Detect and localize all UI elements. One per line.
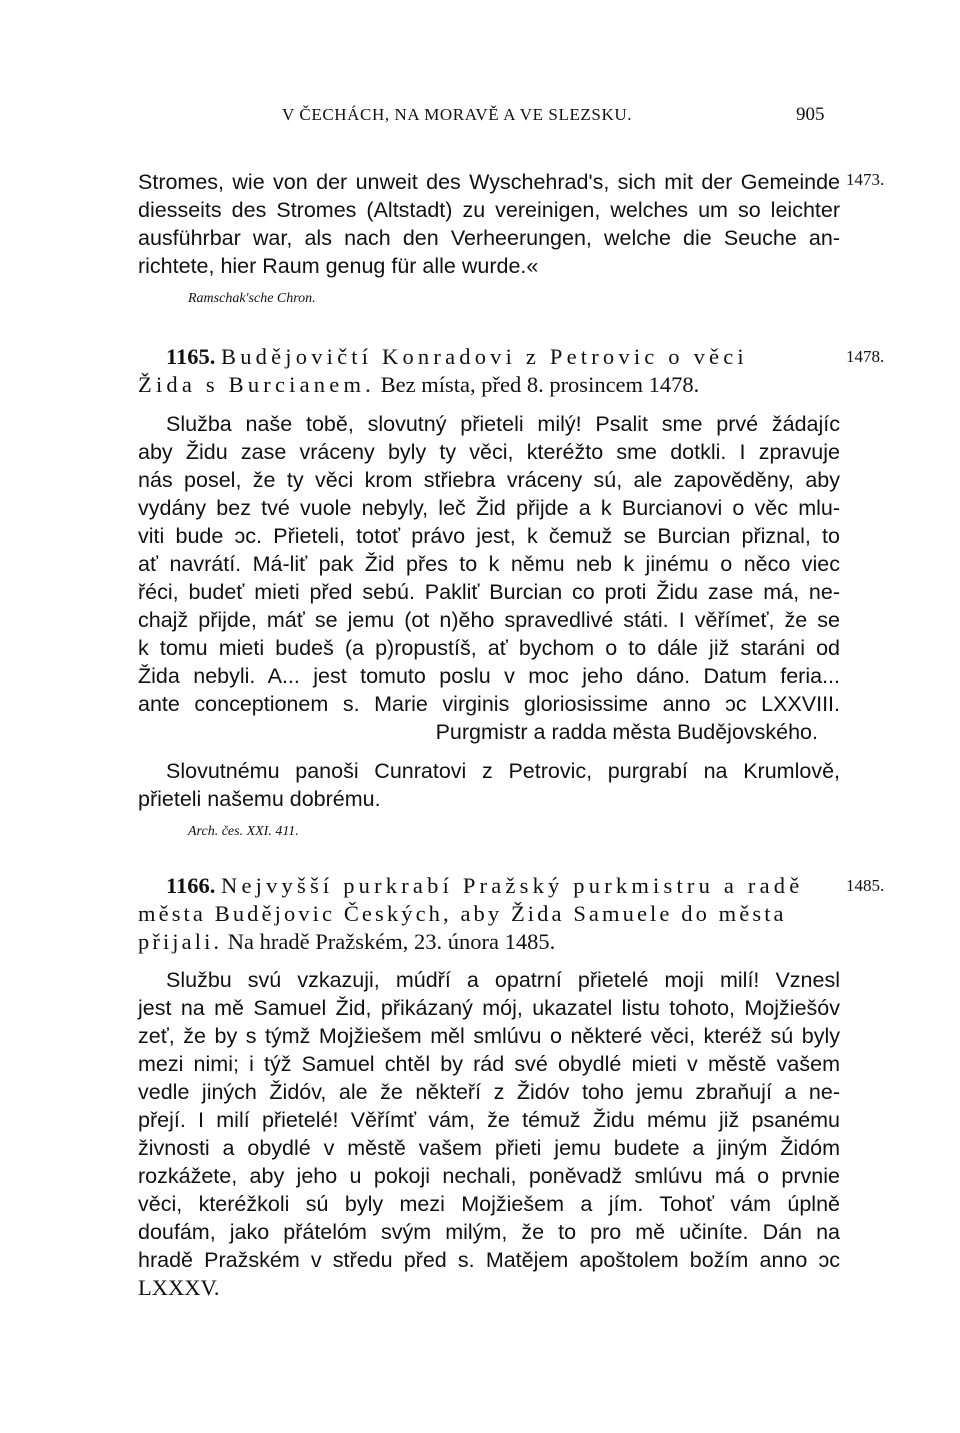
entry-number: 1166. — [166, 873, 216, 898]
signature: Purgmistr a radda města Budějovského. — [435, 720, 818, 744]
body-line: jest na mě Samuel Žid, přikázaný mój, ukazatel listu tohoto, Mojžiešóv — [138, 996, 840, 1020]
body-line: Služba naše tobě, slovutný přieteli milý! Psalit sme prvé žádajíc — [166, 412, 840, 436]
body-line: diesseits des Stromes (Altstadt) zu vereinigen, welches um so leichter — [138, 198, 840, 222]
body-line: aby Židu zase vráceny byly ty věci, kteréžto sme dotkli. I zpravuje — [138, 440, 840, 464]
body-line: Službu svú vzkazuji, múdří a opatrní přietelé moji milí! Vznesl — [166, 968, 840, 992]
entry-heading — [166, 872, 840, 900]
address-line: přieteli našemu dobrému. — [138, 787, 381, 811]
body-line: k tomu mieti budeš (a p)ropustíš, ať bychom o to dále již staráni od — [138, 636, 840, 660]
body-line: mezi nimi; i týž Samuel chtěl by rád své obydlé mieti v městě vašem — [138, 1052, 840, 1076]
source-citation: Arch. čes. XXI. 411. — [188, 824, 299, 839]
dateline: Na hradě Pražském, 23. února 1485. — [227, 929, 556, 954]
margin-year: 1478. — [846, 347, 885, 366]
address-line: Slovutnému panoši Cunratovi z Petrovic, purgrabí na Krumlově, — [166, 759, 840, 783]
entry-heading-line — [138, 900, 840, 928]
body-line: LXXXV. — [138, 1275, 220, 1300]
body-line: vedle jiných Židóv, ale že někteří z Židóv toho jemu zbraňují a ne- — [138, 1080, 840, 1104]
body-line: doufám, jako přátelóm svým milým, že to pro mě učiníte. Dán na — [138, 1220, 840, 1244]
entry-heading-line — [138, 371, 840, 399]
body-line: věci, kteréžkoli sú byly mezi Mojžiešem a jím. Tohoť vám úplně — [138, 1192, 840, 1216]
dateline: Bez místa, před 8. prosincem 1478. — [380, 372, 700, 397]
body-line: vydány bez tvé vuole nebyly, leč Žid přijde a k Burcianovi o věc mlu- — [138, 496, 840, 520]
entry-title: přijali. — [138, 929, 223, 954]
body-line: ausführbar war, als nach den Verheerungen, welche die Seuche an- — [138, 226, 840, 250]
body-line: Stromes, wie von der unweit des Wyschehrad's, sich mit der Gemeinde — [138, 170, 840, 194]
body-line: hradě Pražském v středu před s. Matějem apoštolem božím anno ɔc — [138, 1248, 840, 1272]
body-line: rozkážete, aby jeho u pokoji nechali, poněvadž smlúvu má o prvnie — [138, 1164, 840, 1188]
body-line: Žida nebyli. A... jest tomuto poslu v moc jeho dáno. Datum feria... — [138, 664, 840, 688]
running-title: V ČECHÁCH, NA MORAVĚ A VE SLEZSKU. — [282, 105, 633, 124]
entry-title: Budějovičtí Konradovi z Petrovic o věci — [221, 344, 748, 369]
body-line: přejí. I milí přietelé! Věřímť vám, že témuž Židu mému již psanému — [138, 1108, 840, 1132]
body-line: zeť, že by s týmž Mojžiešem měl smlúvu o některé věci, kteréž sú byly — [138, 1024, 840, 1048]
entry-title: Nejvyšší purkrabí Pražský purkmistru a radě — [221, 873, 804, 898]
margin-year: 1473. — [846, 170, 885, 189]
body-line: ať navrátí. Má-liť pak Žid přes to k němu neb k jinému o něco viec — [138, 552, 840, 576]
entry-heading — [166, 343, 840, 371]
entry-number: 1165. — [166, 344, 216, 369]
body-line: richtete, hier Raum genug für alle wurde.« — [138, 254, 539, 278]
body-line: nás posel, že ty věci krom střiebra vráceny sú, ale zapověděny, aby — [138, 468, 840, 492]
entry-heading-line — [138, 928, 840, 956]
source-citation: Ramschak'sche Chron. — [188, 291, 316, 306]
body-line: živnosti a obydlé v městě vašem přieti jemu budete a jiným Židóm — [138, 1136, 840, 1160]
body-line: řéci, budeť mieti před sebú. Pakliť Burcian co proti Židu zase má, ne- — [138, 580, 840, 604]
body-line: ante conceptionem s. Marie virginis gloriosissime anno ɔc LXXVIII. — [138, 692, 840, 716]
page-number: 905 — [796, 104, 825, 125]
entry-title: města Budějovic Českých, aby Žida Samuele do města — [138, 901, 787, 926]
body-line: viti bude ɔc. Přieteli, totoť právo jest, k čemuž se Burcian přiznal, to — [138, 524, 840, 548]
entry-title: Žida s Burcianem. — [138, 372, 375, 397]
body-line: chajž přijde, máť se jemu (ot n)ěho spravedlivé státi. I věřímeť, že se — [138, 608, 840, 632]
margin-year: 1485. — [846, 876, 885, 895]
